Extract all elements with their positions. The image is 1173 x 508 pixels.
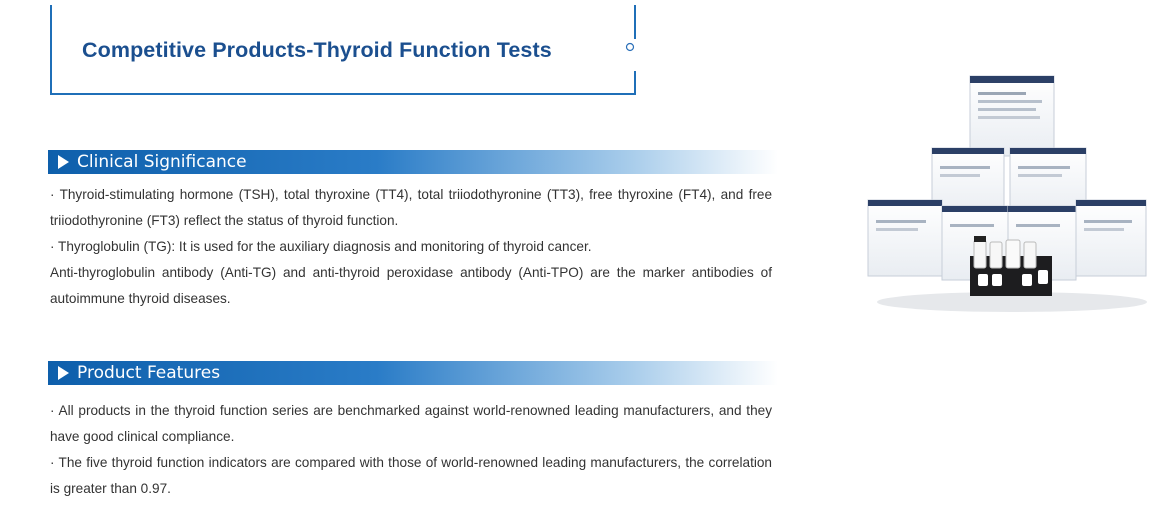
- paragraph: · Thyroglobulin (TG): It is used for the auxiliary diagnosis and monitoring of thyroid cancer.: [50, 239, 592, 254]
- product-kit-image: [862, 70, 1150, 320]
- title-decoration-line: [625, 42, 775, 52]
- paragraph: · Thyroid-stimulating hormone (TSH), total thyroxine (TT4), total triiodothyronine (TT3), free thyroxine (FT4), and free triiodothyronine (FT3) reflect the status of thyroid function.: [50, 187, 772, 228]
- play-triangle-icon: [58, 366, 69, 380]
- section-header-clinical-significance: [48, 150, 778, 174]
- section-body-clinical-significance: [50, 182, 772, 312]
- kit-box-bottom-left: [868, 200, 942, 276]
- page-title: Competitive Products-Thyroid Function Tests: [82, 38, 552, 62]
- play-triangle-icon: [58, 155, 69, 169]
- title-frame: [50, 5, 634, 95]
- kit-box-top: [970, 76, 1054, 156]
- section-header-product-features: [48, 361, 778, 385]
- kit-box-bottom-right: [1076, 200, 1146, 276]
- paragraph: Anti-thyroglobulin antibody (Anti-TG) and anti-thyroid peroxidase antibody (Anti-TPO) are the marker antibodies of autoimmune thyroid diseases.: [50, 265, 772, 306]
- section-heading: Product Features: [77, 363, 221, 383]
- paragraph: · All products in the thyroid function series are benchmarked against world-renowned leading manufacturers, and they have good clinical compliance.: [50, 403, 772, 444]
- paragraph: · The five thyroid function indicators are compared with those of world-renowned leading manufacturers, the correlation is greater than 0.97.: [50, 455, 772, 496]
- section-body-product-features: [50, 398, 772, 502]
- section-heading: Clinical Significance: [77, 152, 247, 172]
